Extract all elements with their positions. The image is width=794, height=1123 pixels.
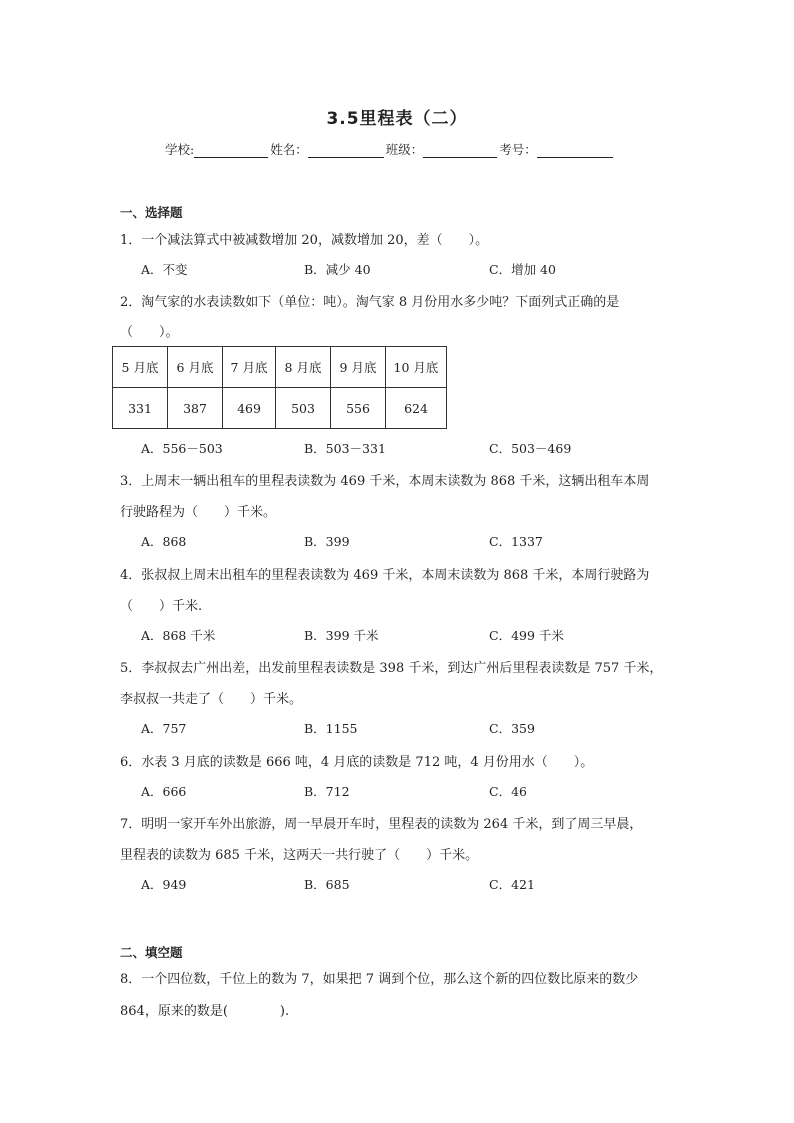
q1-option-b[interactable]: B．减少 40	[304, 262, 371, 277]
q3-option-c[interactable]: C．1337	[489, 534, 543, 549]
table-cell: 331	[113, 388, 168, 429]
water-meter-table	[112, 346, 447, 429]
table-header-cell: 7 月底	[223, 347, 276, 388]
q2-option-a[interactable]: A．556－503	[141, 441, 223, 456]
table-header-cell: 8 月底	[276, 347, 331, 388]
q3-option-b[interactable]: B．399	[304, 534, 350, 549]
q2-option-b[interactable]: B．503－331	[304, 441, 386, 456]
student-info-line	[165, 140, 615, 158]
question-4-line-2: （ ）千米.	[120, 599, 203, 614]
name-field[interactable]	[308, 143, 384, 158]
table-cell: 503	[276, 388, 331, 429]
question-3-line-1: 3．上周末一辆出租车的里程表读数为 469 千米，本周末读数为 868 千米，这辆出租车本周	[120, 474, 650, 489]
table-header-cell: 9 月底	[331, 347, 386, 388]
question-2-line-2: （ ）。	[120, 325, 179, 340]
q7-option-a[interactable]: A．949	[141, 877, 187, 892]
q4-option-c[interactable]: C．499 千米	[489, 628, 564, 643]
class-label: 班级：	[385, 142, 424, 157]
exam-number-field[interactable]	[537, 143, 613, 158]
q4-option-b[interactable]: B．399 千米	[304, 628, 379, 643]
table-row	[113, 388, 447, 429]
q6-option-c[interactable]: C．46	[489, 784, 527, 799]
section-heading-fill: 二、填空题	[120, 945, 183, 960]
question-4-line-1: 4．张叔叔上周末出租车的里程表读数为 469 千米，本周末读数为 868 千米，本周行驶路为	[120, 568, 650, 583]
question-7-line-2: 里程表的读数为 685 千米，这两天一共行驶了（ ）千米。	[120, 848, 479, 863]
table-header-cell: 6 月底	[168, 347, 223, 388]
table-row	[113, 347, 447, 388]
school-label: 学校:	[165, 142, 195, 157]
table-cell: 556	[331, 388, 386, 429]
q5-option-a[interactable]: A．757	[141, 721, 187, 736]
question-3-line-2: 行驶路程为（ ）千米。	[120, 505, 277, 520]
table-header-cell: 5 月底	[113, 347, 168, 388]
q1-option-c[interactable]: C．增加 40	[489, 262, 556, 277]
exam-number-label: 考号：	[499, 142, 537, 157]
question-1-line-1: 1．一个减法算式中被减数增加 20，减数增加 20，差（ ）。	[120, 233, 489, 248]
table-cell: 469	[223, 388, 276, 429]
q2-option-c[interactable]: C．503－469	[489, 441, 572, 456]
question-8-line-1: 8．一个四位数，千位上的数为 7，如果把 7 调到个位，那么这个新的四位数比原来的数少	[120, 972, 639, 987]
section-heading-choice: 一、选择题	[120, 205, 183, 220]
table-cell: 387	[168, 388, 223, 429]
q6-option-a[interactable]: A．666	[141, 784, 187, 799]
page-title: 3.5里程表（二）	[326, 109, 468, 129]
q7-option-b[interactable]: B．685	[304, 877, 350, 892]
q1-option-a[interactable]: A．不变	[141, 262, 188, 277]
question-6-line-1: 6．水表 3 月底的读数是 666 吨，4 月底的读数是 712 吨，4 月份用水（ ）。	[120, 755, 594, 770]
question-5-line-2: 李叔叔一共走了（ ）千米。	[120, 692, 303, 707]
q7-option-c[interactable]: C．421	[489, 877, 535, 892]
q5-option-b[interactable]: B．1155	[304, 721, 358, 736]
name-label: 姓名：	[270, 142, 308, 157]
q3-option-a[interactable]: A．868	[141, 534, 187, 549]
class-field[interactable]	[423, 143, 497, 158]
table-cell: 624	[386, 388, 447, 429]
question-7-line-1: 7．明明一家开车外出旅游，周一早晨开车时，里程表的读数为 264 千米，到了周三早晨，	[120, 817, 643, 832]
question-5-line-1: 5．李叔叔去广州出差，出发前里程表读数是 398 千米，到达广州后里程表读数是 757 千米，	[120, 661, 663, 676]
table-header-cell: 10 月底	[386, 347, 447, 388]
question-8-line-2: 864，原来的数是( ).	[120, 1004, 290, 1019]
q6-option-b[interactable]: B．712	[304, 784, 350, 799]
q5-option-c[interactable]: C．359	[489, 721, 535, 736]
school-field[interactable]	[194, 143, 268, 158]
q4-option-a[interactable]: A．868 千米	[141, 628, 216, 643]
question-2-line-1: 2．淘气家的水表读数如下（单位：吨）。淘气家 8 月份用水多少吨？下面列式正确的是	[120, 295, 620, 310]
